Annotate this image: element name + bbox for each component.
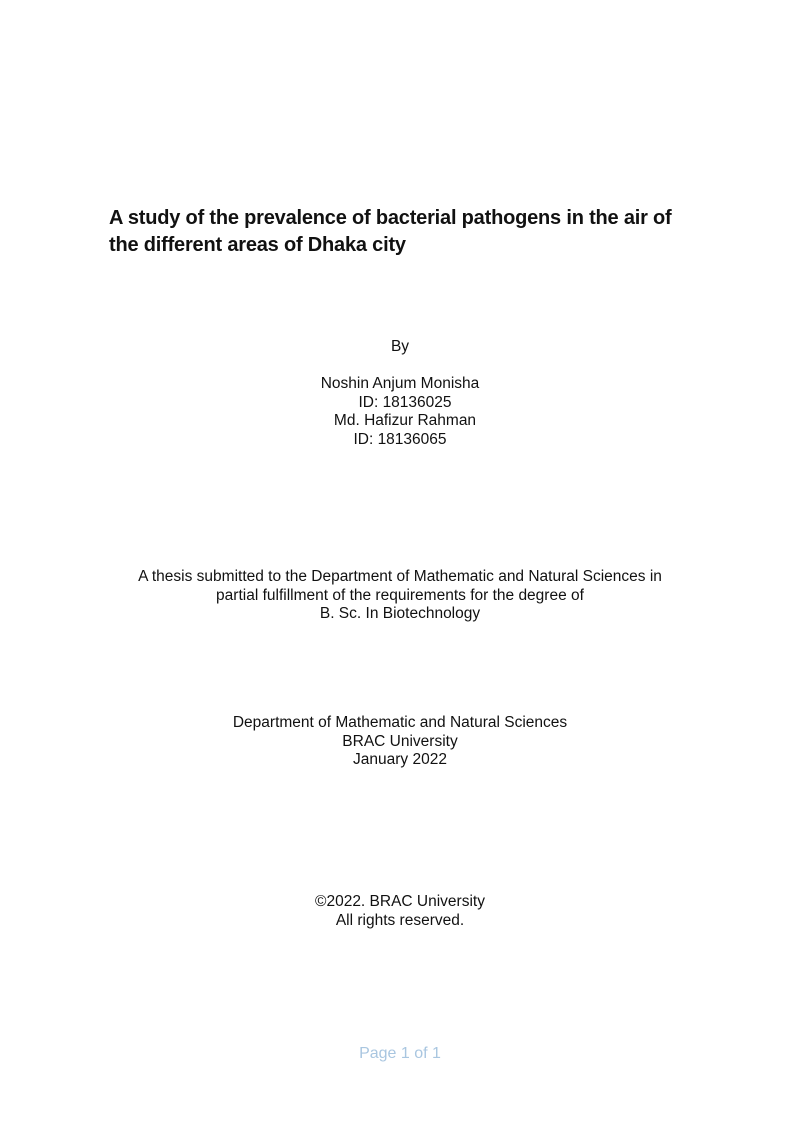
author-id-1: ID: 18136025 bbox=[358, 393, 452, 411]
by-label-block bbox=[0, 338, 800, 357]
copyright-line-2: All rights reserved. bbox=[335, 911, 465, 929]
document-title bbox=[109, 205, 709, 259]
thesis-line-1: A thesis submitted to the Department of Mathematic and Natural Sciences in bbox=[138, 568, 662, 585]
author-name-2: Md. Hafizur Rahman bbox=[333, 412, 477, 429]
page-indicator: Page 1 of 1 bbox=[359, 1045, 441, 1062]
by-label: By bbox=[390, 338, 410, 355]
department-name: Department of Mathematic and Natural Sciences bbox=[232, 714, 568, 731]
copyright-block bbox=[0, 893, 800, 930]
institution-block bbox=[0, 714, 800, 770]
thesis-line-2: partial fulfillment of the requirements for the degree of bbox=[216, 586, 584, 604]
author-id-2: ID: 18136065 bbox=[353, 430, 447, 448]
thesis-line-3: B. Sc. In Biotechnology bbox=[319, 605, 481, 622]
thesis-statement-block bbox=[0, 568, 800, 624]
submission-date: January 2022 bbox=[353, 751, 447, 768]
author-name-1: Noshin Anjum Monisha bbox=[320, 375, 480, 392]
copyright-line-1: ©2022. BRAC University bbox=[315, 893, 485, 910]
title-line-1: A study of the prevalence of bacterial pathogens in the air of bbox=[109, 207, 672, 229]
authors-block bbox=[0, 375, 800, 449]
university-name: BRAC University bbox=[342, 732, 458, 750]
title-line-2: the different areas of Dhaka city bbox=[109, 234, 406, 256]
